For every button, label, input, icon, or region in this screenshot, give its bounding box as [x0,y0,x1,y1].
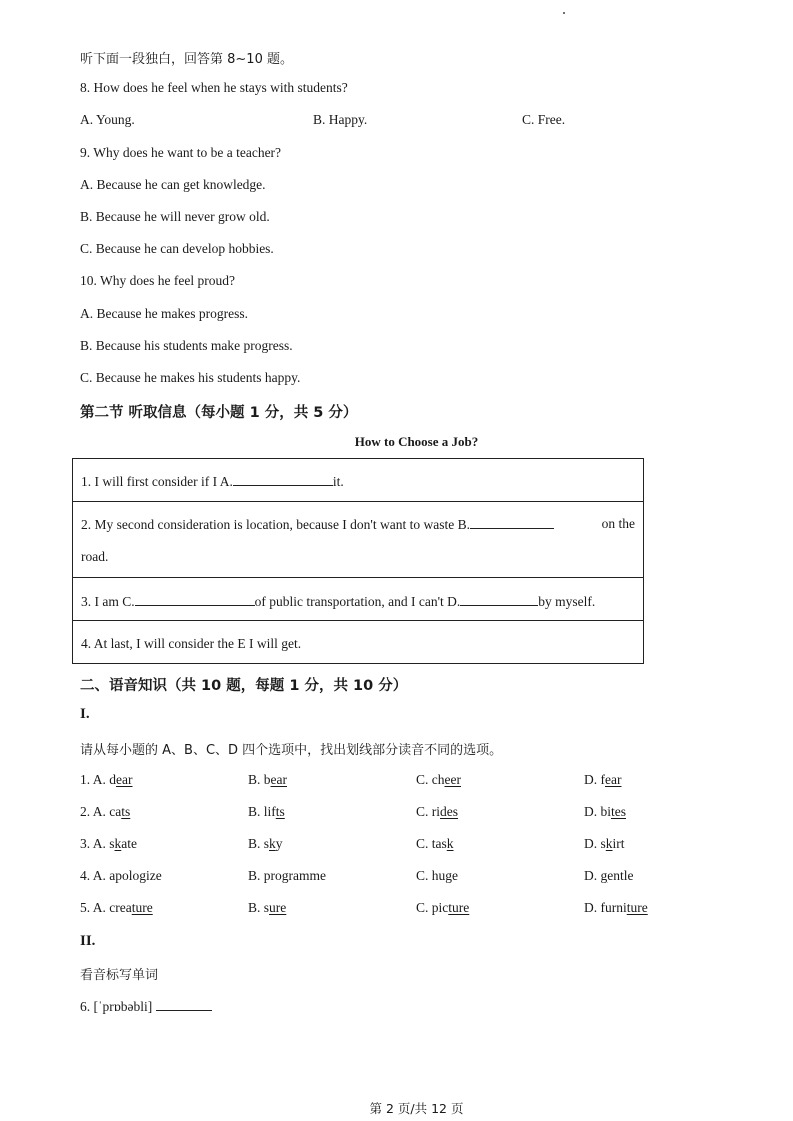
underlined-letters: g [281,868,289,883]
phonetics-item-5-option-c [416,900,469,916]
phonetics-item-1-option-c [416,772,461,788]
phonetics-item-3-option-b [248,836,283,852]
option-text: C. hu [416,868,446,883]
underlined-letters: ure [269,900,287,915]
underlined-letters: ture [448,900,470,915]
question-6-text: 6. [ˈprɒbəbli] [80,999,153,1014]
underlined-letters: ts [121,804,131,819]
underlined-letters: ture [131,900,153,915]
option-text: D. s [584,836,606,851]
row2-end: on the [601,516,635,531]
blank-b[interactable] [470,516,554,529]
phonetics-item-1-option-a [80,772,133,788]
q8-option-c: C. Free. [522,112,566,127]
phonetics-item-5-option-d [584,900,648,916]
underlined-letters: ture [626,900,648,915]
question-8-stem: 8. How does he feel when he stays with students? [80,80,348,95]
phonetics-item-4-option-c [416,868,458,884]
row1-end: it. [332,474,344,489]
underlined-letters: k [114,836,122,851]
option-text: B. s [248,836,270,851]
table-row-2 [81,516,554,533]
table-title: How to Choose a Job? [354,434,479,449]
q9-option-a: A. Because he can get knowledge. [80,177,266,192]
phonetics-item-4-option-a [80,868,162,884]
option-text-rest: y [275,836,283,851]
blank-a[interactable] [233,473,333,486]
phonetics-item-3-option-c [416,836,454,852]
option-text: 4. A. apolo [80,868,140,883]
underlined-letters: eer [444,772,461,787]
option-text: C. ri [416,804,441,819]
phonetics-item-5-option-a [80,900,153,916]
blank-d[interactable] [460,593,538,606]
subsection-1-label: I. [80,706,90,722]
question-6 [80,998,212,1015]
underlined-letters: k [605,836,613,851]
option-text: 3. A. s [80,836,115,851]
q10-option-c: C. Because he makes his students happy. [80,370,301,385]
listening-intro: 听下面一段独白，回答第 8~10 题。 [80,52,293,67]
row3-end: by myself. [538,594,596,609]
option-text: B. b [248,772,271,787]
underlined-letters: g [445,868,453,883]
option-text-rest: entle [607,868,634,883]
q9-option-c: C. Because he can develop hobbies. [80,241,274,256]
phonetics-item-2-option-a [80,804,130,820]
phonetics-item-2-option-b [248,804,285,820]
option-text: B. s [248,900,270,915]
answer-blank-6[interactable] [156,998,212,1011]
underlined-letters: k [446,836,454,851]
phonetics-item-1-option-d [584,772,621,788]
underlined-letters: ear [605,772,622,787]
scan-dot [563,12,565,14]
phonetic-write-instruction: 看音标写单词 [80,968,159,983]
info-table [72,458,644,664]
underlined-letters: des [440,804,459,819]
phonetics-item-4-option-b [248,868,326,884]
option-text: C. ch [416,772,445,787]
underlined-letters: ear [116,772,133,787]
table-row-1 [81,473,344,490]
phonetics-item-2-option-c [416,804,458,820]
subsection-2-label: II. [80,933,96,949]
row3-mid: of public transportation, and I can't D. [254,594,461,609]
phonetics-item-5-option-b [248,900,286,916]
row2-continuation: road. [81,549,109,564]
phonetics-instruction: 请从每小题的 A、B、C、D 四个选项中，找出划线部分读音不同的选项。 [80,743,503,758]
q8-option-b: B. Happy. [313,112,368,127]
option-text-rest: ramme [288,868,326,883]
option-text: D. [584,868,601,883]
phonetics-item-3-option-d [584,836,625,852]
phonetics-item-3-option-a [80,836,137,852]
underlined-letters: ts [275,804,285,819]
q9-option-b: B. Because he will never grow old. [80,209,270,224]
underlined-letters: g [600,868,608,883]
section-2-heading: 第二节 听取信息（每小题 1 分，共 5 分） [80,405,358,421]
table-row-3 [81,593,595,610]
option-text: D. bi [584,804,611,819]
option-text: 1. A. d [80,772,117,787]
option-text: B. pro [248,868,282,883]
option-text-rest: e [452,868,459,883]
option-text: 2. A. ca [80,804,122,819]
row2-text: 2. My second consideration is location, because I don't want to waste B. [81,517,470,532]
phonetics-item-4-option-d [584,868,634,884]
question-9-stem: 9. Why does he want to be a teacher? [80,145,282,160]
phonetics-item-1-option-b [248,772,287,788]
option-text: D. furni [584,900,627,915]
option-text: D. f [584,772,605,787]
option-text: C. tas [416,836,447,851]
phonetics-item-2-option-d [584,804,626,820]
q8-option-a: A. Young. [80,112,135,127]
option-text: B. lif [248,804,276,819]
underlined-letters: ear [270,772,287,787]
question-10-stem: 10. Why does he feel proud? [80,273,235,288]
option-text-rest: ate [121,836,138,851]
q10-option-b: B. Because his students make progress. [80,338,293,353]
underlined-letters: g [139,868,146,883]
row3-text: 3. I am C. [81,594,135,609]
part-2-heading: 二、语音知识（共 10 题，每题 1 分，共 10 分） [80,678,408,694]
row1-text: 1. I will first consider if I A. [81,474,233,489]
option-text: C. pic [416,900,449,915]
page-number: 第 2 页/共 12 页 [369,1101,464,1116]
option-text: 5. A. crea [80,900,132,915]
option-text-rest: irt [612,836,625,851]
option-text-rest: ize [146,868,162,883]
table-row-4: 4. At last, I will consider the E I will get. [81,636,302,651]
underlined-letters: tes [611,804,626,819]
q10-option-a: A. Because he makes progress. [80,306,248,321]
underlined-letters: k [269,836,276,851]
blank-c[interactable] [135,593,255,606]
